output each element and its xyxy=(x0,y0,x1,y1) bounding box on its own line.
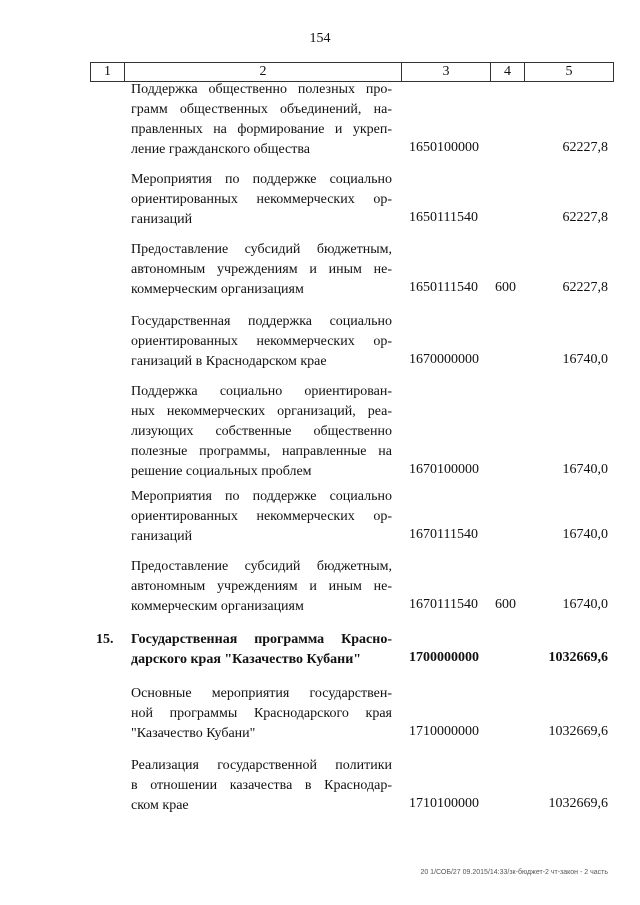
row-code: 1710100000 xyxy=(409,796,479,811)
row-code: 1650100000 xyxy=(409,140,479,155)
row-description xyxy=(131,80,392,160)
row-code: 1650111540 xyxy=(409,210,478,225)
description-line: Поддержка социально ориентирован- xyxy=(131,384,392,399)
row-amount: 1032669,6 xyxy=(548,796,608,811)
description-line: ориентированных некоммерческих ор- xyxy=(131,334,392,349)
row-amount: 16740,0 xyxy=(562,462,608,477)
description-line: правленных на формирование и укреп- xyxy=(131,122,392,137)
description-line: Предоставление субсидий бюджетным, xyxy=(131,242,392,257)
footer-file-path: 20 1/СОБ/27 09.2015/14:33/зк-бюджет-2 чт-закон - 2 часть xyxy=(420,869,608,876)
row-code: 1670111540 xyxy=(409,597,478,612)
description-line: дарского края "Казачество Кубани" xyxy=(131,652,362,667)
row-description xyxy=(131,684,392,744)
description-line: ганизаций в Краснодарском крае xyxy=(131,354,327,369)
description-line: Основные мероприятия государствен- xyxy=(131,686,392,701)
description-line: ной программы Краснодарского края xyxy=(131,706,392,721)
row-code: 1670000000 xyxy=(409,352,479,367)
row-description xyxy=(131,312,392,372)
description-line: грамм общественных объединений, на- xyxy=(131,102,392,117)
description-line: лизующих собственные общественно xyxy=(131,424,392,439)
row-amount: 1032669,6 xyxy=(548,724,608,739)
row-amount: 62227,8 xyxy=(562,140,608,155)
column-header-4: 4 xyxy=(491,63,525,82)
description-line: ных некоммерческих организаций, реа- xyxy=(131,404,392,419)
row-description xyxy=(131,487,392,547)
row-amount: 62227,8 xyxy=(562,210,608,225)
description-line: Государственная поддержка социально xyxy=(131,314,392,329)
description-line: ганизаций xyxy=(131,212,193,227)
description-line: решение социальных проблем xyxy=(131,464,312,479)
column-header-1: 1 xyxy=(91,63,125,82)
column-header-table xyxy=(90,62,614,82)
row-code: 1700000000 xyxy=(409,650,479,665)
description-line: Государственная программа Красно- xyxy=(131,632,392,647)
row-amount: 16740,0 xyxy=(562,597,608,612)
description-line: Реализация государственной политики xyxy=(131,758,392,773)
row-description xyxy=(131,756,392,816)
row-amount: 16740,0 xyxy=(562,352,608,367)
column-header-2: 2 xyxy=(125,63,402,82)
column-header-row xyxy=(91,63,614,82)
description-line: Поддержка общественно полезных про- xyxy=(131,82,392,97)
row-description xyxy=(131,170,392,230)
description-line: автономным учреждениям и иным не- xyxy=(131,579,392,594)
description-line: полезные программы, направленные на xyxy=(131,444,392,459)
description-line: автономным учреждениям и иным не- xyxy=(131,262,392,277)
row-number: 15. xyxy=(96,632,114,647)
description-line: ориентированных некоммерческих ор- xyxy=(131,192,392,207)
column-header-3: 3 xyxy=(402,63,491,82)
row-code: 1670111540 xyxy=(409,527,478,542)
column-header-5: 5 xyxy=(525,63,614,82)
description-line: коммерческим организациям xyxy=(131,282,304,297)
description-line: Мероприятия по поддержке социально xyxy=(131,172,392,187)
row-code: 1710000000 xyxy=(409,724,479,739)
description-line: "Казачество Кубани" xyxy=(131,726,256,741)
page-number: 154 xyxy=(309,31,331,46)
row-description xyxy=(131,557,392,617)
description-line: в отношении казачества в Краснодар- xyxy=(131,778,392,793)
row-description xyxy=(131,382,392,482)
row-expense-type: 600 xyxy=(495,280,516,295)
description-line: коммерческим организациям xyxy=(131,599,304,614)
row-amount: 16740,0 xyxy=(562,527,608,542)
description-line: ском крае xyxy=(131,798,189,813)
row-amount: 1032669,6 xyxy=(548,650,608,665)
description-line: Предоставление субсидий бюджетным, xyxy=(131,559,392,574)
row-expense-type: 600 xyxy=(495,597,516,612)
description-line: Мероприятия по поддержке социально xyxy=(131,489,392,504)
description-line: ление гражданского общества xyxy=(131,142,310,157)
row-amount: 62227,8 xyxy=(562,280,608,295)
row-description xyxy=(131,630,392,670)
row-code: 1650111540 xyxy=(409,280,478,295)
description-line: ориентированных некоммерческих ор- xyxy=(131,509,392,524)
row-code: 1670100000 xyxy=(409,462,479,477)
description-line: ганизаций xyxy=(131,529,193,544)
row-description xyxy=(131,240,392,300)
